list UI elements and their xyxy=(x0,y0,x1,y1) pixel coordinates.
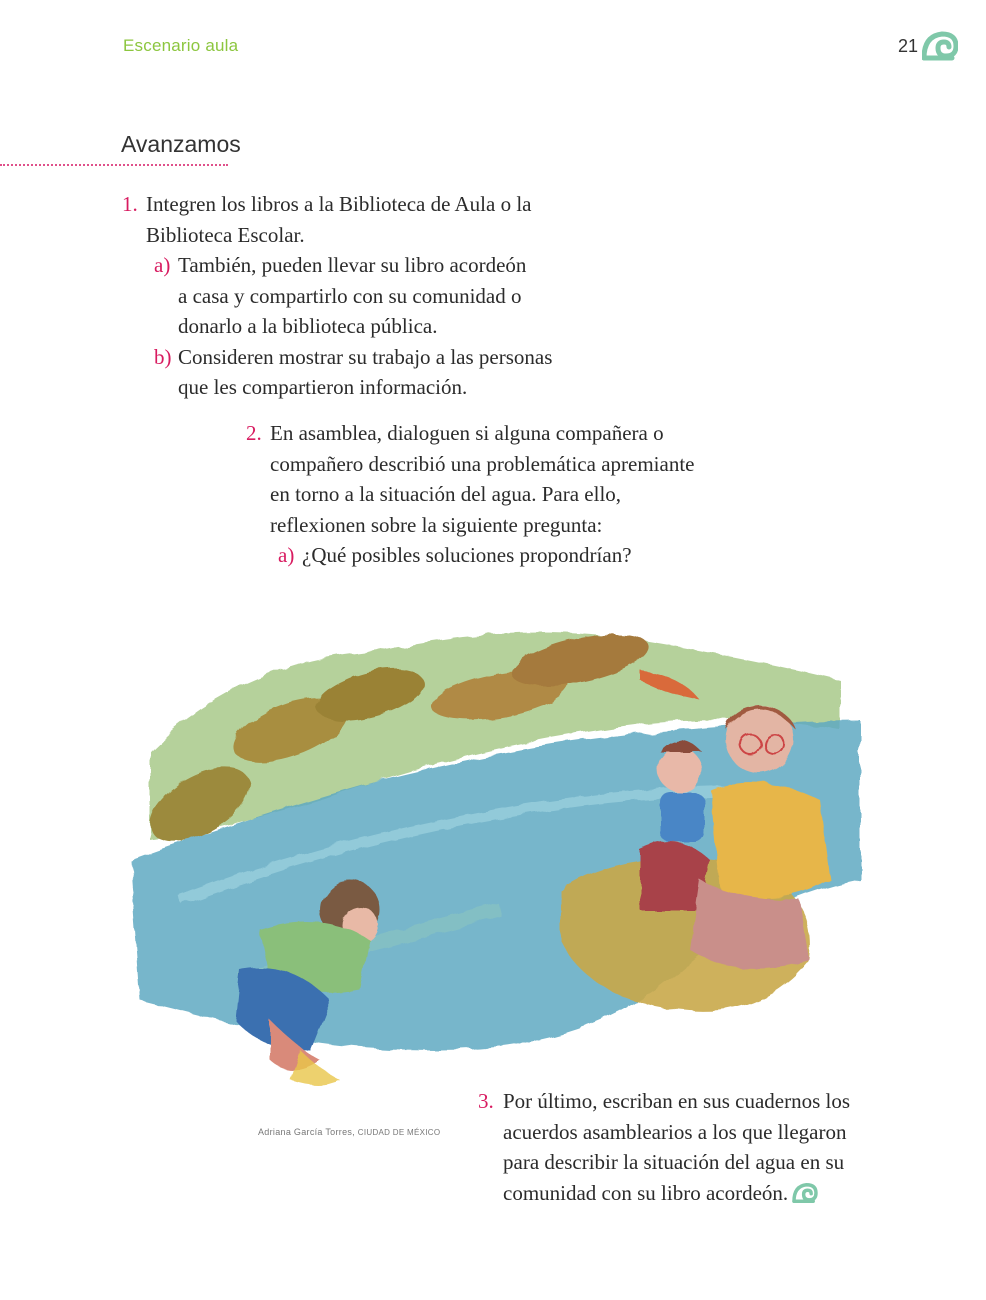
list-item-1 xyxy=(122,189,582,403)
illustration-credit xyxy=(258,1127,440,1137)
sub-item-line: También, pueden llevar su libro acordeón xyxy=(178,253,527,277)
item-line: reflexionen sobre la siguiente pregunta: xyxy=(270,512,603,537)
credit-city: CIUDAD DE MÉXICO xyxy=(357,1128,441,1137)
item-line: En asamblea, dialoguen si alguna compañera o xyxy=(270,421,664,445)
sub-item-letter: b) xyxy=(154,344,172,369)
sub-item-line: donarlo a la biblioteca pública. xyxy=(178,314,438,338)
sub-item-line: Consideren mostrar su trabajo a las personas xyxy=(178,344,553,369)
item-line: en torno a la situación del agua. Para ello, xyxy=(270,482,622,506)
item-line: Integren los libros a la Biblioteca de Aula o la xyxy=(146,192,532,216)
section-title-rule xyxy=(0,164,228,166)
sub-item-line: que les compartieron información. xyxy=(178,375,468,399)
item-line: comunidad con su libro acordeón. xyxy=(503,1180,789,1205)
sub-item-a xyxy=(278,540,726,571)
list-item-2 xyxy=(246,418,726,571)
item-number: 2. xyxy=(246,421,262,445)
page-number: 21 xyxy=(898,36,919,56)
list-item-3 xyxy=(478,1086,878,1208)
item-number: 1. xyxy=(122,192,138,216)
item-line: para describir la situación del agua en su xyxy=(503,1150,845,1174)
sub-item-a xyxy=(154,250,582,342)
item-number: 3. xyxy=(478,1089,494,1113)
item-line-last xyxy=(503,1178,878,1209)
credit-author: Adriana García Torres, xyxy=(258,1127,355,1137)
section-title: Avanzamos xyxy=(121,131,241,157)
item-line: compañero describió una problemática apremiante xyxy=(270,451,695,476)
sub-item-letter: a) xyxy=(154,253,171,277)
sub-item-b xyxy=(154,342,582,403)
item-line: Biblioteca Escolar. xyxy=(146,222,305,247)
item-line: acuerdos asamblearios a los que llegaron xyxy=(503,1119,847,1144)
item-line: Por último, escriban en sus cuadernos los xyxy=(503,1089,851,1113)
header-section-label: Escenario aula xyxy=(123,36,239,55)
spiral-icon xyxy=(792,1182,818,1204)
sub-item-letter: a) xyxy=(278,543,295,567)
sub-item-line: a casa y compartirlo con su comunidad o xyxy=(178,283,522,308)
sub-item-line: ¿Qué posibles soluciones propondrían? xyxy=(302,543,632,567)
river-illustration xyxy=(120,580,880,1100)
spiral-icon xyxy=(922,30,958,62)
